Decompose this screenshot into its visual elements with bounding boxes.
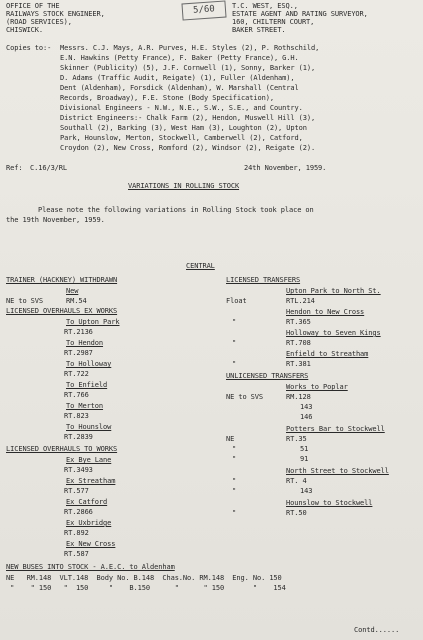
licensed-ex-heading: LICENSED OVERHAULS EX WORKS bbox=[6, 307, 118, 315]
new-buses-row: " " 150 " 150 " B.150 " " 150 " 154 bbox=[6, 584, 286, 592]
list-item-vehicle: RT.2866 bbox=[64, 508, 93, 516]
from-line-1: OFFICE OF THE bbox=[6, 2, 60, 10]
copies-line: Skinner (Publicity) (5), J.F. Cornwell (1), Sonny, Barker (1), bbox=[60, 64, 316, 72]
from-line-3: (ROAD SERVICES), bbox=[6, 18, 72, 26]
list-item-vehicle: RT.2136 bbox=[64, 328, 93, 336]
list-item-dest: To Holloway bbox=[66, 360, 112, 368]
transfers-heading: LICENSED TRANSFERS bbox=[226, 276, 301, 284]
transfer-dest: Works to Poplar bbox=[286, 383, 348, 391]
ref-value: C.16/3/RL bbox=[30, 164, 68, 172]
ditto-mark: " bbox=[232, 487, 237, 495]
ditto-mark: " bbox=[232, 455, 237, 463]
list-item-dest: Ex Uxbridge bbox=[66, 519, 112, 527]
trainer-mark: NE to SVS bbox=[6, 297, 44, 305]
trainer-sub: New bbox=[66, 287, 79, 295]
transfer-dest: Hounslow to Stockwell bbox=[286, 499, 373, 507]
transfer-vehicle: RM.128 bbox=[286, 393, 311, 401]
list-item-dest: To Upton Park bbox=[66, 318, 120, 326]
list-item-dest: Ex Streatham bbox=[66, 477, 116, 485]
transfer-vehicle: 91 bbox=[300, 455, 309, 463]
list-item-dest: To Hounslow bbox=[66, 423, 112, 431]
transfer-dest: Potters Bar to Stockwell bbox=[286, 425, 385, 433]
transfer-vehicle: 146 bbox=[300, 413, 313, 421]
section-heading: CENTRAL bbox=[186, 262, 215, 270]
transfer-dest: Upton Park to North St. bbox=[286, 287, 381, 295]
list-item-dest: Ex Catford bbox=[66, 498, 108, 506]
new-buses-heading: NEW BUSES INTO STOCK - A.E.C. to Aldenham bbox=[6, 563, 175, 571]
continued-note: Contd...... bbox=[354, 626, 400, 634]
transfer-vehicle: 51 bbox=[300, 445, 309, 453]
list-item-dest: To Enfield bbox=[66, 381, 108, 389]
from-line-4: CHISWICK. bbox=[6, 26, 44, 34]
list-item-vehicle: RT.3493 bbox=[64, 466, 93, 474]
to-line-4: BAKER STREET. bbox=[232, 26, 286, 34]
transfer-vehicle: 143 bbox=[300, 403, 313, 411]
ditto-mark: " bbox=[232, 477, 237, 485]
list-item-dest: To Hendon bbox=[66, 339, 104, 347]
intro-line-1: Please note the following variations in Rolling Stock took place on bbox=[38, 206, 314, 214]
licensed-to-heading: LICENSED OVERHAULS TO WORKS bbox=[6, 445, 118, 453]
list-item-vehicle: RT.2839 bbox=[64, 433, 93, 441]
copies-label: Copies to:- bbox=[6, 44, 52, 52]
transfer-mark: Float bbox=[226, 297, 247, 305]
ditto-mark: " bbox=[232, 360, 237, 368]
transfer-vehicle: RT.381 bbox=[286, 360, 311, 368]
transfer-dest: North Street to Stockwell bbox=[286, 467, 389, 475]
document-title: VARIATIONS IN ROLLING STOCK bbox=[128, 182, 240, 190]
copies-line: E.N. Hawkins (Petty France), F. Baker (Petty France), G.H. bbox=[60, 54, 299, 62]
transfer-dest: Enfield to Streatham bbox=[286, 350, 369, 358]
unlicensed-heading: UNLICENSED TRANSFERS bbox=[226, 372, 309, 380]
to-line-3: 160, CHILTERN COURT, bbox=[232, 18, 315, 26]
copies-line: Croydon (2), New Cross, Romford (2), Windsor (2), Reigate (2). bbox=[60, 144, 316, 152]
ditto-mark: " bbox=[232, 445, 237, 453]
trainer-heading: TRAINER (HACKNEY) WITHDRAWN bbox=[6, 276, 118, 284]
copies-line: Southall (2), Barking (3), West Ham (3), Loughton (2), Upton bbox=[60, 124, 307, 132]
list-item-vehicle: RT.722 bbox=[64, 370, 89, 378]
ref-label: Ref: bbox=[6, 164, 23, 172]
transfer-vehicle: 143 bbox=[300, 487, 313, 495]
ditto-mark: " bbox=[232, 509, 237, 517]
handwritten-stamp: 5/60 bbox=[181, 0, 226, 20]
intro-line-2: the 19th November, 1959. bbox=[6, 216, 105, 224]
transfer-mark: NE to SVS bbox=[226, 393, 264, 401]
copies-line: Records, Broadway), F.E. Stone (Body Specification), bbox=[60, 94, 274, 102]
copies-line: Messrs. C.J. Mays, A.R. Purves, H.E. Styles (2), P. Rothschild, bbox=[60, 44, 320, 52]
from-line-2: RAILWAYS STOCK ENGINEER, bbox=[6, 10, 105, 18]
ref-date: 24th November, 1959. bbox=[244, 164, 327, 172]
copies-line: Divisional Engineers - N.W., N.E., S.W., S.E., and Country. bbox=[60, 104, 303, 112]
copies-line: D. Adams (Traffic Audit, Reigate) (1), Fuller (Aldenham), bbox=[60, 74, 295, 82]
transfer-dest: Holloway to Seven Kings bbox=[286, 329, 381, 337]
list-item-vehicle: RT.587 bbox=[64, 550, 89, 558]
ditto-mark: " bbox=[232, 318, 237, 326]
list-item-vehicle: RT.577 bbox=[64, 487, 89, 495]
to-line-2: ESTATE AGENT AND RATING SURVEYOR, bbox=[232, 10, 368, 18]
list-item-dest: Ex Bye Lane bbox=[66, 456, 112, 464]
list-item-vehicle: RT.766 bbox=[64, 391, 89, 399]
trainer-vehicle: RM.54 bbox=[66, 297, 87, 305]
to-line-1: T.C. WEST, ESQ., bbox=[232, 2, 298, 10]
list-item-vehicle: RT.892 bbox=[64, 529, 89, 537]
new-buses-row: NE RM.148 VLT.148 Body No. B.148 Chas.No. RM.148 Eng. No. 150 bbox=[6, 574, 282, 582]
transfer-mark: NE bbox=[226, 435, 235, 443]
list-item-dest: Ex New Cross bbox=[66, 540, 116, 548]
copies-line: Park, Hounslow, Merton, Stockwell, Camberwell (2), Catford, bbox=[60, 134, 303, 142]
transfer-vehicle: RT.35 bbox=[286, 435, 307, 443]
transfer-vehicle: RT.50 bbox=[286, 509, 307, 517]
list-item-dest: To Merton bbox=[66, 402, 104, 410]
transfer-vehicle: RT. 4 bbox=[286, 477, 307, 485]
copies-line: Dent (Aldenham), Forsdick (Aldenham), W. Marshall (Central bbox=[60, 84, 299, 92]
list-item-vehicle: RT.2987 bbox=[64, 349, 93, 357]
transfer-vehicle: RT.708 bbox=[286, 339, 311, 347]
ditto-mark: " bbox=[232, 339, 237, 347]
copies-line: District Engineers:- Chalk Farm (2), Hendon, Muswell Hill (3), bbox=[60, 114, 316, 122]
list-item-vehicle: RT.823 bbox=[64, 412, 89, 420]
transfer-vehicle: RTL.214 bbox=[286, 297, 315, 305]
transfer-dest: Hendon to New Cross bbox=[286, 308, 365, 316]
transfer-vehicle: RT.365 bbox=[286, 318, 311, 326]
